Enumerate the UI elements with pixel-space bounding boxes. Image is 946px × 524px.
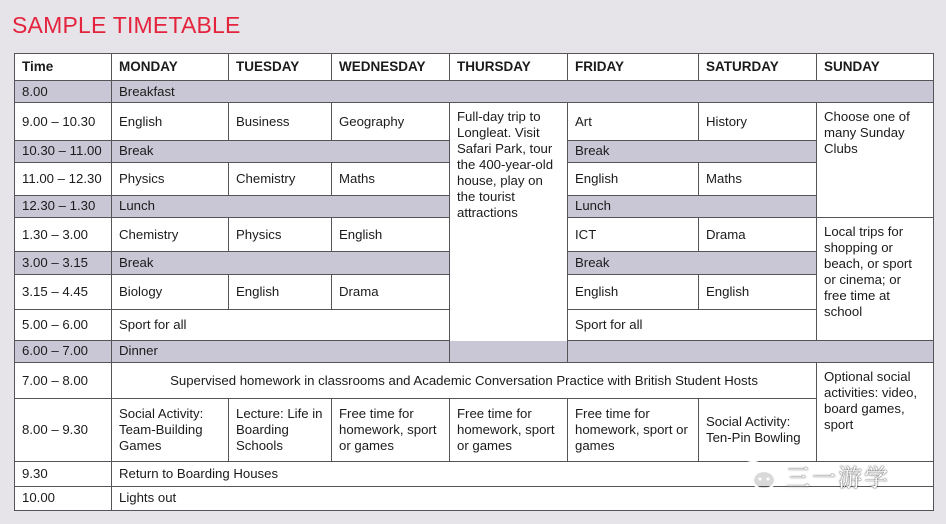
- wednesday-lesson: English: [332, 217, 450, 251]
- time-cell: 6.00 – 7.00: [15, 340, 112, 362]
- table-row: [15, 81, 934, 103]
- time-cell: 10.00: [15, 486, 112, 510]
- header-time: Time: [15, 54, 112, 81]
- monday-lesson: Physics: [112, 163, 229, 195]
- tuesday-evening: Lecture: Life in Boarding Schools: [229, 399, 332, 462]
- saturday-lesson: English: [699, 274, 817, 309]
- time-cell: 9.30: [15, 462, 112, 486]
- homework-cell: Supervised homework in classrooms and Academic Conversation Practice with British Student Hosts: [112, 362, 817, 399]
- header-tuesday: TUESDAY: [229, 54, 332, 81]
- thursday-trip: Full-day trip to Longleat. Visit Safari Park, tour the 400-year-old house, play on the tourist attractions: [450, 103, 568, 363]
- sport-cell: Sport for all: [112, 310, 450, 340]
- monday-evening: Social Activity: Team-Building Games: [112, 399, 229, 462]
- tuesday-lesson: Chemistry: [229, 163, 332, 195]
- break-cell: Break: [568, 252, 817, 274]
- time-cell: 8.00: [15, 81, 112, 103]
- table-row: [15, 399, 934, 462]
- time-cell: 12.30 – 1.30: [15, 195, 112, 217]
- time-cell: 10.30 – 11.00: [15, 140, 112, 162]
- lunch-cell: Lunch: [568, 195, 817, 217]
- monday-lesson: Biology: [112, 274, 229, 309]
- wechat-icon: [738, 459, 778, 493]
- friday-lesson: English: [568, 163, 699, 195]
- time-cell: 7.00 – 8.00: [15, 362, 112, 399]
- watermark-text: 三一游学: [786, 464, 890, 492]
- watermark: [738, 458, 890, 493]
- header-row: [15, 54, 934, 81]
- friday-evening: Free time for homework, sport or games: [568, 399, 699, 462]
- lights-out-cell: Lights out: [112, 486, 934, 510]
- sunday-trips: Local trips for shopping or beach, or sport or cinema; or free time at school: [817, 217, 934, 340]
- return-cell: Return to Boarding Houses: [112, 462, 934, 486]
- page-title: SAMPLE TIMETABLE: [12, 12, 241, 38]
- table-row: [15, 362, 934, 399]
- sunday-evening: Optional social activities: video, board games, sport: [817, 362, 934, 461]
- sport-cell: Sport for all: [568, 310, 817, 340]
- lunch-cell: Lunch: [112, 195, 450, 217]
- friday-lesson: English: [568, 274, 699, 309]
- saturday-lesson: Maths: [699, 163, 817, 195]
- saturday-lesson: History: [699, 103, 817, 141]
- breakfast-cell: Breakfast: [112, 81, 934, 103]
- header-wednesday: WEDNESDAY: [332, 54, 450, 81]
- break-cell: Break: [112, 252, 450, 274]
- monday-lesson: Chemistry: [112, 217, 229, 251]
- saturday-evening: Social Activity: Ten-Pin Bowling: [699, 399, 817, 462]
- header-sunday: SUNDAY: [817, 54, 934, 81]
- friday-lesson: ICT: [568, 217, 699, 251]
- time-cell: 1.30 – 3.00: [15, 217, 112, 251]
- sunday-clubs: Choose one of many Sunday Clubs: [817, 103, 934, 218]
- break-cell: Break: [568, 140, 817, 162]
- header-monday: MONDAY: [112, 54, 229, 81]
- break-cell: Break: [112, 140, 450, 162]
- header-friday: FRIDAY: [568, 54, 699, 81]
- thursday-evening: Free time for homework, sport or games: [450, 399, 568, 462]
- wednesday-lesson: Drama: [332, 274, 450, 309]
- tuesday-lesson: Physics: [229, 217, 332, 251]
- monday-lesson: English: [112, 103, 229, 141]
- header-thursday: THURSDAY: [450, 54, 568, 81]
- table-row: [15, 340, 934, 362]
- time-cell: 11.00 – 12.30: [15, 163, 112, 195]
- timetable: [14, 53, 934, 511]
- tuesday-lesson: Business: [229, 103, 332, 141]
- wednesday-lesson: Maths: [332, 163, 450, 195]
- time-cell: 8.00 – 9.30: [15, 399, 112, 462]
- table-row: [15, 103, 934, 141]
- dinner-cell: Dinner: [112, 340, 934, 362]
- time-cell: 5.00 – 6.00: [15, 310, 112, 340]
- time-cell: 9.00 – 10.30: [15, 103, 112, 141]
- time-cell: 3.15 – 4.45: [15, 274, 112, 309]
- wednesday-lesson: Geography: [332, 103, 450, 141]
- friday-lesson: Art: [568, 103, 699, 141]
- saturday-lesson: Drama: [699, 217, 817, 251]
- header-saturday: SATURDAY: [699, 54, 817, 81]
- tuesday-lesson: English: [229, 274, 332, 309]
- wednesday-evening: Free time for homework, sport or games: [332, 399, 450, 462]
- time-cell: 3.00 – 3.15: [15, 252, 112, 274]
